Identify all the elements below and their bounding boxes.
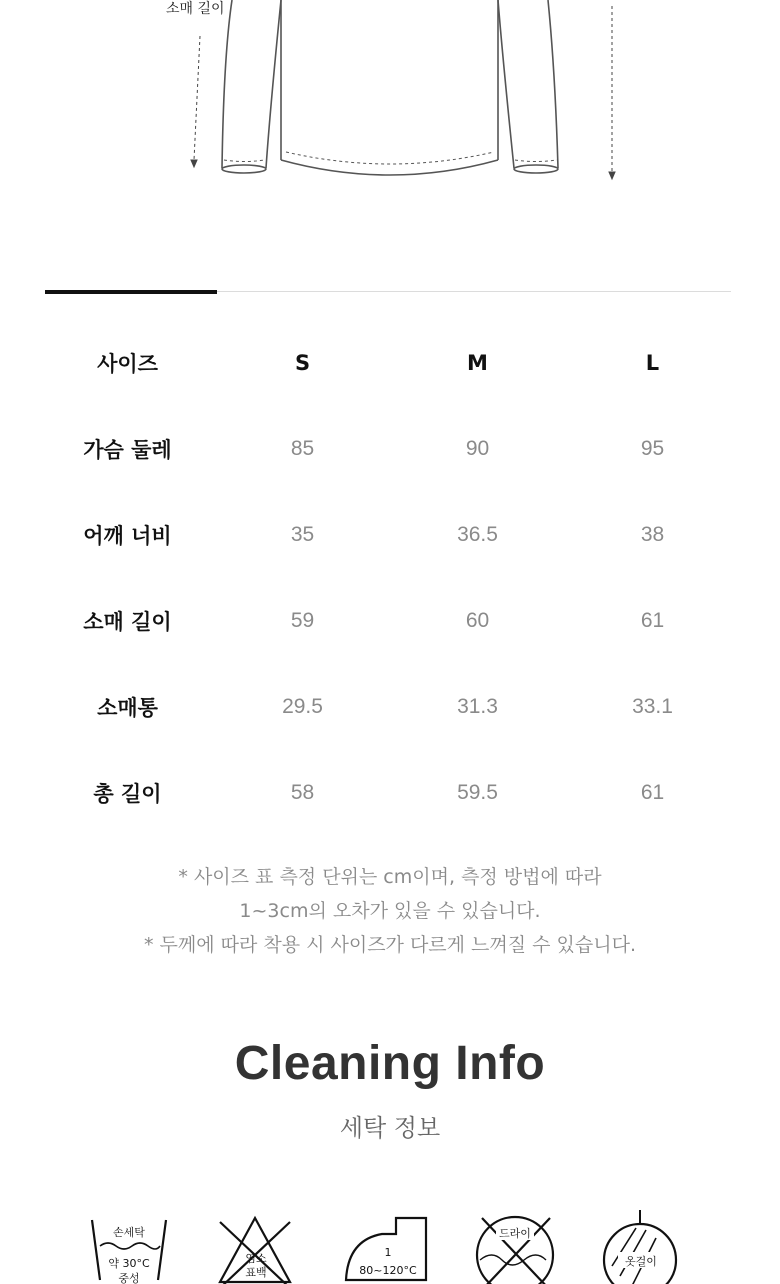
row-label: 어깨 너비	[83, 524, 172, 548]
cell-value: 33.1	[632, 695, 673, 718]
cell-value: 59	[290, 609, 315, 632]
cell-value: 59.5	[457, 781, 498, 804]
row-label: 가슴 둘레	[83, 438, 172, 462]
tab-indicator-bar	[45, 290, 731, 294]
table-row	[40, 578, 740, 664]
size-table	[40, 320, 740, 836]
cell-value: 31.3	[457, 695, 498, 718]
dry-text: 드라이	[499, 1227, 531, 1240]
sleeve-length-label: 소매 길이	[166, 1, 225, 17]
note-line: 1~3cm의 오차가 있을 수 있습니다.	[239, 900, 541, 922]
cell-value: 61	[640, 781, 665, 804]
cell-value: 85	[290, 437, 315, 460]
table-row	[40, 406, 740, 492]
sweater-drawing	[0, 0, 780, 240]
table-row	[40, 664, 740, 750]
iron-text-2: 80~120°C	[359, 1264, 417, 1277]
bleach-text-2: 표백	[245, 1266, 267, 1279]
table-header-row	[40, 320, 740, 406]
cleaning-subtitle: 세탁 정보	[339, 1114, 441, 1142]
row-label: 총 길이	[93, 782, 162, 806]
table-row	[40, 492, 740, 578]
table-row	[40, 750, 740, 836]
cell-value: 36.5	[457, 523, 498, 546]
cell-value: 38	[640, 523, 665, 546]
cell-value: 90	[465, 437, 490, 460]
garment-illustration	[0, 0, 780, 240]
cleaning-title: Cleaning Info	[234, 1037, 546, 1090]
header-size: 사이즈	[97, 352, 158, 376]
handwash-text-1: 손세탁	[113, 1226, 145, 1239]
hanger-dry-icon	[598, 1210, 688, 1280]
handwash-icon	[84, 1210, 174, 1284]
cell-value: 95	[640, 437, 665, 460]
cell-value: 61	[640, 609, 665, 632]
header-l: L	[645, 351, 660, 375]
cell-value: 35	[290, 523, 315, 546]
cell-value: 58	[290, 781, 315, 804]
bleach-text-1: 염소	[245, 1252, 267, 1265]
handwash-text-2: 약 30°C	[108, 1257, 150, 1270]
size-notes	[0, 860, 780, 962]
note-line: * 사이즈 표 측정 단위는 cm이며, 측정 방법에 따라	[178, 866, 602, 888]
note-line: * 두께에 따라 착용 시 사이즈가 다르게 느껴질 수 있습니다.	[143, 934, 637, 956]
no-bleach-icon	[210, 1210, 300, 1280]
hanger-text: 옷걸이	[625, 1255, 657, 1268]
cell-value: 29.5	[282, 695, 323, 718]
row-label: 소매 길이	[83, 610, 172, 634]
cell-value: 60	[465, 609, 490, 632]
header-m: M	[467, 351, 488, 375]
header-s: S	[294, 351, 311, 375]
no-dryclean-icon	[472, 1210, 562, 1280]
tab-active-indicator[interactable]	[45, 290, 217, 294]
iron-text-1: 1	[384, 1246, 392, 1259]
iron-icon	[342, 1210, 432, 1280]
handwash-text-3: 중성	[118, 1272, 140, 1284]
row-label: 소매통	[97, 696, 158, 720]
care-icons	[0, 1210, 780, 1284]
